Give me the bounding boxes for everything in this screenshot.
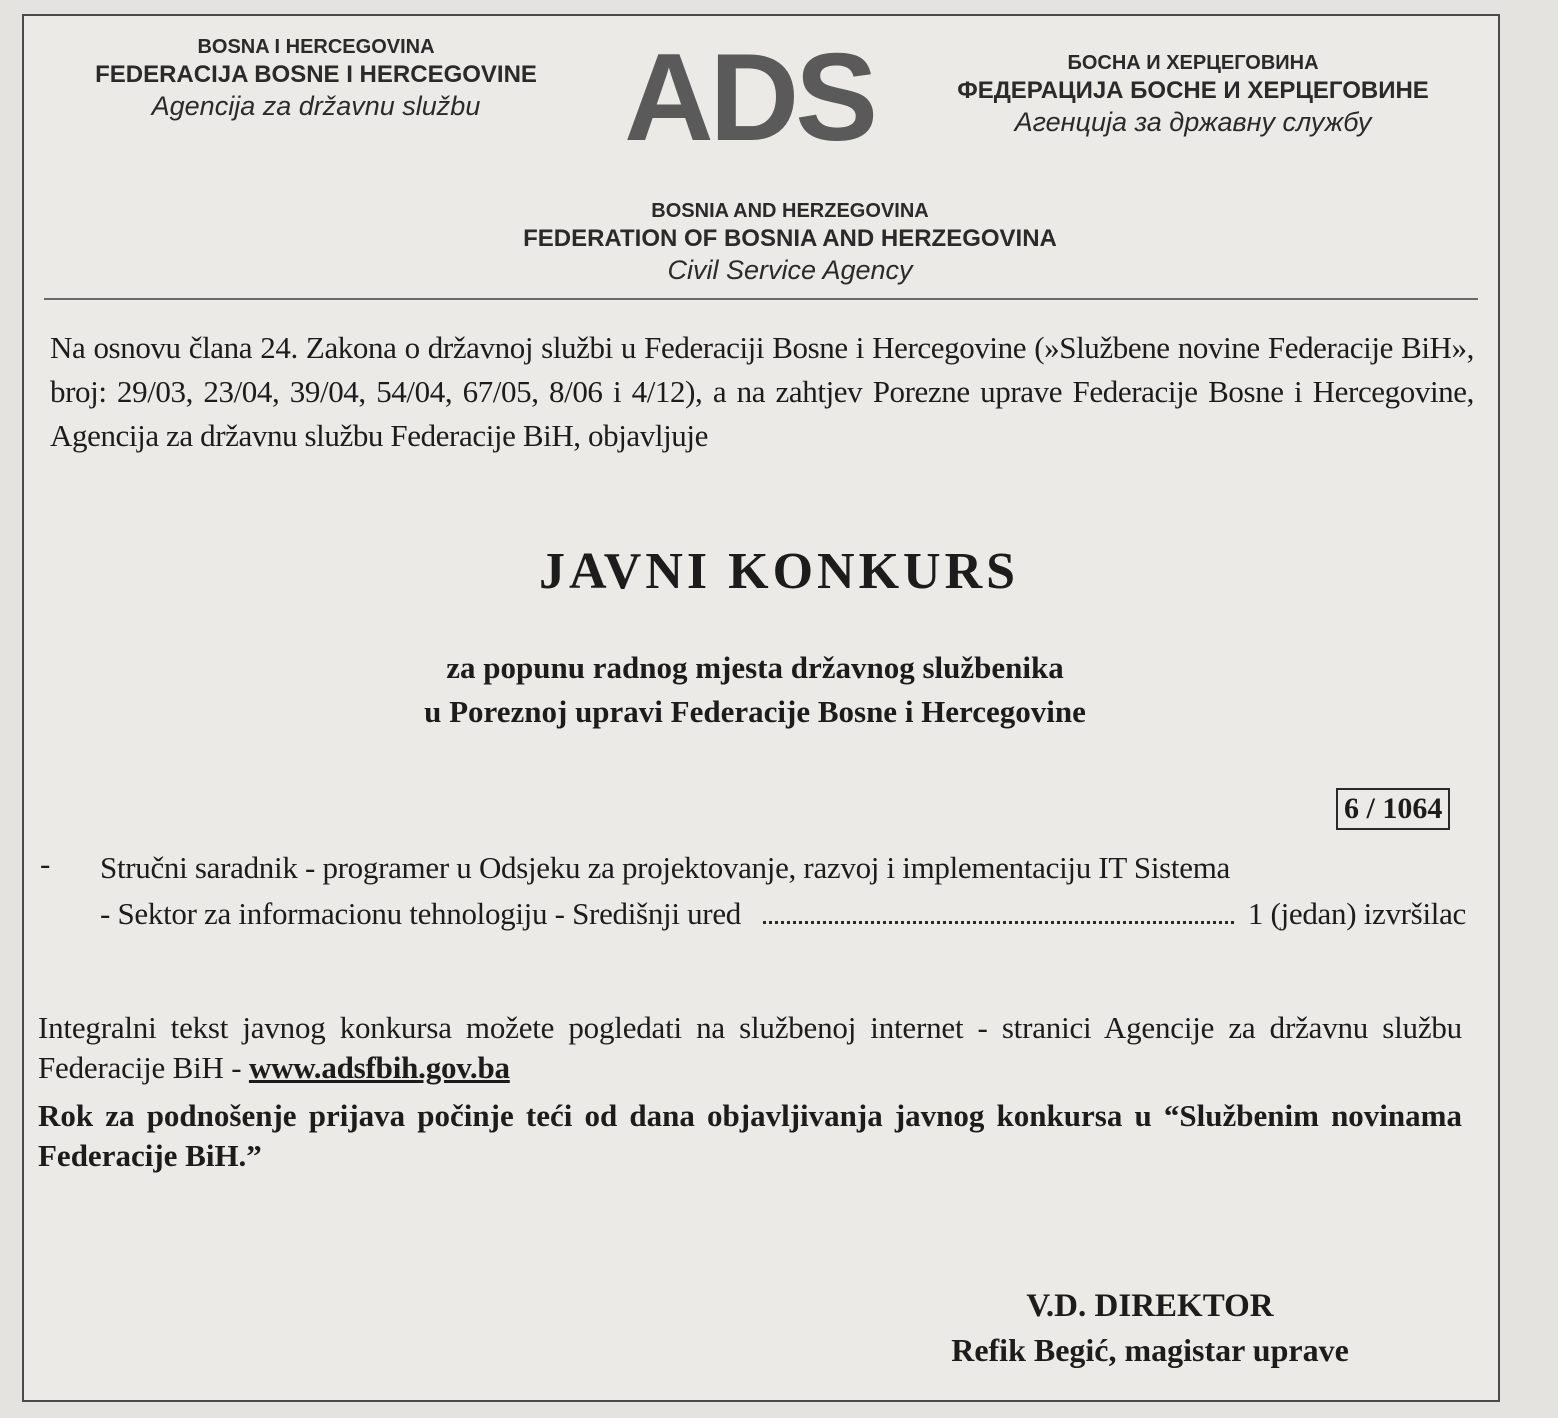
notice-title: JAVNI KONKURS [538, 543, 1020, 600]
signature-block [900, 1284, 1400, 1372]
header-center-federation: FEDERATION OF BOSNIA AND HERZEGOVINA [523, 225, 1057, 252]
header-left-federation: FEDERACIJA BOSNE I HERCEGOVINE [95, 61, 537, 88]
signature-role: V.D. DIREKTOR [1026, 1288, 1274, 1324]
footer-paragraph [38, 1008, 1462, 1088]
position-count: 1 (jedan) izvršilac [1247, 896, 1466, 931]
header-right-country: БОСНА И ХЕРЦЕГОВИНА [1067, 52, 1319, 74]
position-title: Stručni saradnik - programer u Odsjeku za projektovanje, razvoj i implementaciju IT Sistema [100, 850, 1230, 885]
header-right-federation: ФЕДЕРАЦИЈА БОСНЕ И ХЕРЦЕГОВИНЕ [957, 77, 1429, 104]
position-detail [100, 892, 1466, 936]
intro-paragraph: Na osnovu člana 24. Zakona o državnoj službi u Federaciji Bosne i Hercegovine (»Službene novine Federacije BiH», broj: 29/03, 23/04, 39/04, 54/04, 67/05, 8/06 i 4/12), a na zahtjev Porezne uprave Federacije Bosne i Hercegovine, Agencija za državnu službu Federacije BiH, objavljuje [50, 330, 1474, 453]
footer-text: Integralni tekst javnog konkursa možete pogledati na službenoj internet - stranici Agencije za državnu službu Federacije BiH - [38, 1010, 1462, 1085]
reference-number: 6 / 1064 [1336, 788, 1450, 830]
dotted-leader [763, 897, 1234, 924]
position-bullet: - [40, 846, 51, 881]
header-center [400, 198, 1180, 286]
header-left-agency: Agencija za državnu službu [151, 91, 481, 121]
header-left [36, 34, 596, 122]
header-center-country: BOSNIA AND HERZEGOVINA [651, 200, 929, 222]
subtitle-line-1: za popunu radnog mjesta državnog službenika [446, 650, 1064, 685]
header-right [906, 50, 1480, 138]
position-sector: - Sektor za informacionu tehnologiju - Središnji ured [100, 896, 741, 931]
ads-logo-text: ADS [624, 36, 874, 156]
subtitle-line-2: u Poreznoj upravi Federacije Bosne i Hercegovine [424, 694, 1086, 729]
ads-logo [614, 36, 884, 156]
signature-name: Refik Begić, magistar uprave [951, 1332, 1349, 1368]
header-center-agency: Civil Service Agency [667, 255, 913, 285]
notice-subtitle [0, 646, 1510, 734]
header-divider [44, 298, 1478, 300]
website-link[interactable]: www.adsfbih.gov.ba [248, 1050, 510, 1085]
header-left-country: BOSNA I HERCEGOVINA [197, 36, 435, 58]
deadline-paragraph: Rok za podnošenje prijava počinje teći od dana objavljivanja javnog konkursa u “Službenim novinama Federacije BiH.” [38, 1098, 1462, 1173]
header-right-agency: Агенција за државну службу [1014, 107, 1372, 137]
